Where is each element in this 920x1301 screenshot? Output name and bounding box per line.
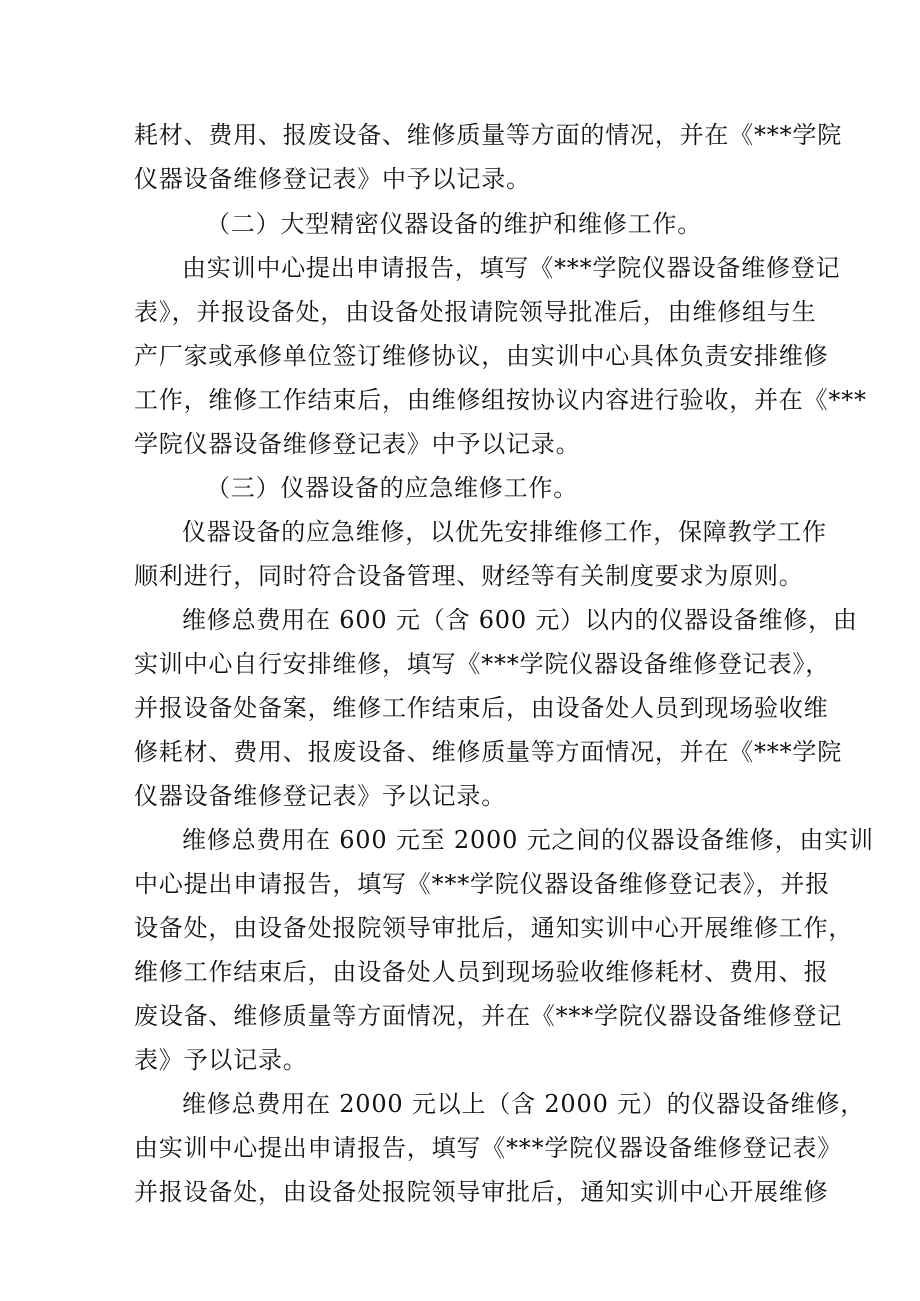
text-line: 设备处，由设备处报院领导审批后，通知实训中心开展维修工作，: [134, 914, 854, 942]
text-line: 维修工作结束后，由设备处人员到现场验收维修耗材、费用、报: [134, 958, 829, 986]
text-line: 由实训中心提出申请报告，填写《***学院仪器设备维修登记表》: [134, 1134, 842, 1162]
text-line: 并报设备处，由设备处报院领导审批后，通知实训中心开展维修: [134, 1178, 829, 1206]
text-line: 废设备、维修质量等方面情况，并在《***学院仪器设备维修登记: [134, 1002, 842, 1030]
text-line: 实训中心自行安排维修，填写《***学院仪器设备维修登记表》，: [134, 650, 830, 678]
text-line: 仪器设备维修登记表》中予以记录。: [134, 165, 531, 193]
text-line: 仪器设备维修登记表》予以记录。: [134, 782, 506, 810]
text-line: 工作，维修工作结束后，由维修组按协议内容进行验收，并在《***: [134, 386, 867, 414]
text-line: 修耗材、费用、报废设备、维修质量等方面情况，并在《***学院: [134, 738, 842, 766]
text-line: 仪器设备的应急维修，以优先安排维修工作，保障教学工作: [182, 518, 827, 546]
text-line: 产厂家或承修单位签订维修协议，由实训中心具体负责安排维修: [134, 342, 829, 370]
text-line: 学院仪器设备维修登记表》中予以记录。: [134, 430, 581, 458]
section-heading: （三）仪器设备的应急维修工作。: [206, 474, 578, 502]
text-line: 耗材、费用、报废设备、维修质量等方面的情况，并在《***学院: [134, 121, 842, 149]
text-line: 中心提出申请报告，填写《***学院仪器设备维修登记表》，并报: [134, 870, 830, 898]
text-line: 维修总费用在 600 元（含 600 元）以内的仪器设备维修，由: [182, 606, 858, 634]
text-line: 并报设备处备案，维修工作结束后，由设备处人员到现场验收维: [134, 694, 829, 722]
text-line: 由实训中心提出申请报告，填写《***学院仪器设备维修登记: [182, 254, 841, 282]
text-line: 顺利进行，同时符合设备管理、财经等有关制度要求为原则。: [134, 562, 804, 590]
text-line: 维修总费用在 2000 元以上（含 2000 元）的仪器设备维修，: [182, 1090, 866, 1118]
text-line: 维修总费用在 600 元至 2000 元之间的仪器设备维修，由实训: [182, 826, 874, 854]
text-line: 表》，并报设备处，由设备处报请院领导批准后，由维修组与生: [134, 298, 817, 326]
section-heading: （二）大型精密仪器设备的维护和维修工作。: [206, 210, 702, 238]
text-line: 表》予以记录。: [134, 1046, 308, 1074]
